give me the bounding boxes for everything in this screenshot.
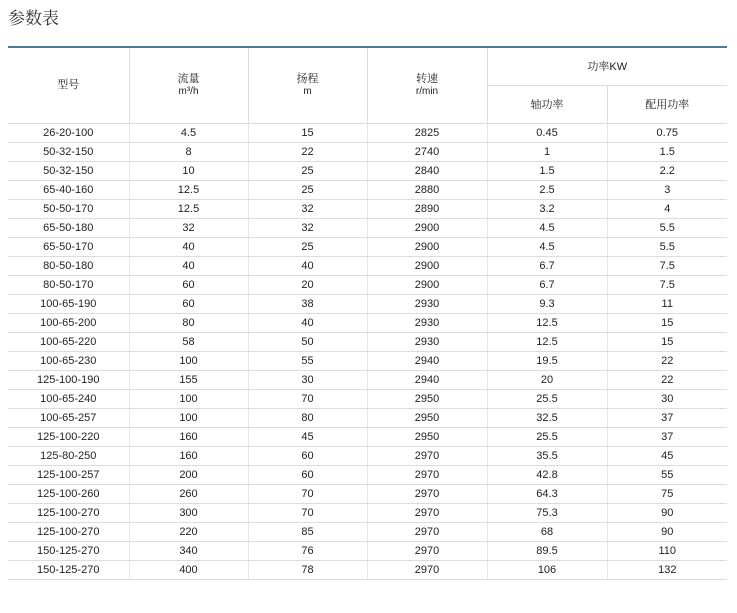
cell-model: 50-32-150 [8,142,129,161]
cell-model: 50-50-170 [8,199,129,218]
cell-flow: 340 [129,541,248,560]
cell-model: 125-100-190 [8,370,129,389]
cell-flow: 12.5 [129,199,248,218]
cell-head: 15 [248,123,367,142]
cell-head: 40 [248,256,367,275]
cell-speed: 2740 [367,142,487,161]
cell-motor-power: 5.5 [607,237,727,256]
cell-speed: 2950 [367,427,487,446]
cell-shaft-power: 68 [487,522,607,541]
cell-model: 125-80-250 [8,446,129,465]
cell-motor-power: 7.5 [607,275,727,294]
cell-shaft-power: 12.5 [487,313,607,332]
cell-speed: 2970 [367,503,487,522]
header-head [248,48,367,123]
cell-shaft-power: 75.3 [487,503,607,522]
cell-shaft-power: 89.5 [487,541,607,560]
table-row [8,180,727,199]
cell-motor-power: 4 [607,199,727,218]
cell-model: 125-100-257 [8,465,129,484]
cell-shaft-power: 64.3 [487,484,607,503]
table-row [8,427,727,446]
cell-speed: 2950 [367,389,487,408]
cell-head: 40 [248,313,367,332]
table-row [8,161,727,180]
cell-motor-power: 7.5 [607,256,727,275]
cell-shaft-power: 19.5 [487,351,607,370]
table-row [8,465,727,484]
cell-speed: 2970 [367,465,487,484]
cell-flow: 80 [129,313,248,332]
cell-head: 70 [248,484,367,503]
cell-flow: 4.5 [129,123,248,142]
cell-head: 60 [248,465,367,484]
cell-motor-power: 22 [607,370,727,389]
cell-flow: 200 [129,465,248,484]
table-row [8,541,727,560]
header-speed-label: 转速 [416,72,438,85]
header-speed-unit: r/min [415,85,439,97]
cell-motor-power: 1.5 [607,142,727,161]
cell-shaft-power: 42.8 [487,465,607,484]
cell-speed: 2900 [367,218,487,237]
cell-model: 100-65-230 [8,351,129,370]
cell-model: 150-125-270 [8,560,129,579]
cell-speed: 2900 [367,275,487,294]
cell-motor-power: 30 [607,389,727,408]
cell-shaft-power: 25.5 [487,389,607,408]
cell-head: 85 [248,522,367,541]
table-row [8,275,727,294]
header-head-unit: m [303,85,312,97]
cell-head: 25 [248,161,367,180]
cell-flow: 260 [129,484,248,503]
cell-speed: 2970 [367,484,487,503]
cell-speed: 2930 [367,313,487,332]
cell-motor-power: 3 [607,180,727,199]
cell-speed: 2970 [367,446,487,465]
cell-flow: 40 [129,256,248,275]
cell-shaft-power: 106 [487,560,607,579]
cell-shaft-power: 2.5 [487,180,607,199]
cell-flow: 400 [129,560,248,579]
table-row [8,237,727,256]
cell-flow: 100 [129,389,248,408]
cell-motor-power: 37 [607,408,727,427]
cell-model: 125-100-220 [8,427,129,446]
cell-head: 30 [248,370,367,389]
cell-head: 25 [248,180,367,199]
cell-flow: 32 [129,218,248,237]
cell-model: 100-65-257 [8,408,129,427]
cell-speed: 2930 [367,294,487,313]
cell-flow: 8 [129,142,248,161]
cell-motor-power: 90 [607,503,727,522]
cell-motor-power: 37 [607,427,727,446]
header-motor-power: 配用功率 [607,85,727,123]
cell-head: 70 [248,503,367,522]
cell-speed: 2900 [367,237,487,256]
page-title: 参数表 [8,9,59,29]
cell-motor-power: 75 [607,484,727,503]
cell-head: 25 [248,237,367,256]
cell-head: 32 [248,199,367,218]
table-row [8,294,727,313]
table-header [8,48,727,123]
cell-speed: 2890 [367,199,487,218]
header-speed [367,48,487,123]
cell-flow: 12.5 [129,180,248,199]
cell-shaft-power: 6.7 [487,275,607,294]
cell-shaft-power: 1 [487,142,607,161]
cell-head: 50 [248,332,367,351]
cell-shaft-power: 32.5 [487,408,607,427]
cell-model: 125-100-270 [8,522,129,541]
cell-model: 100-65-220 [8,332,129,351]
table-row [8,408,727,427]
cell-speed: 2930 [367,332,487,351]
cell-head: 80 [248,408,367,427]
cell-head: 55 [248,351,367,370]
table-row [8,522,727,541]
table-row [8,332,727,351]
table-row [8,218,727,237]
cell-head: 78 [248,560,367,579]
cell-speed: 2940 [367,351,487,370]
cell-speed: 2970 [367,560,487,579]
header-flow [129,48,248,123]
table-row [8,313,727,332]
cell-speed: 2940 [367,370,487,389]
table-row [8,199,727,218]
table-row [8,370,727,389]
cell-shaft-power: 20 [487,370,607,389]
table-row [8,351,727,370]
cell-model: 100-65-200 [8,313,129,332]
cell-flow: 160 [129,427,248,446]
header-flow-label: 流量 [177,72,200,85]
cell-head: 70 [248,389,367,408]
cell-model: 125-100-270 [8,503,129,522]
cell-shaft-power: 3.2 [487,199,607,218]
cell-motor-power: 110 [607,541,727,560]
cell-flow: 60 [129,294,248,313]
cell-motor-power: 15 [607,332,727,351]
cell-speed: 2970 [367,522,487,541]
table-row [8,503,727,522]
cell-head: 60 [248,446,367,465]
cell-head: 32 [248,218,367,237]
table-row [8,446,727,465]
header-power: 功率KW [487,48,727,85]
cell-motor-power: 5.5 [607,218,727,237]
cell-motor-power: 132 [607,560,727,579]
table-row [8,123,727,142]
cell-speed: 2900 [367,256,487,275]
cell-flow: 58 [129,332,248,351]
cell-model: 65-50-170 [8,237,129,256]
cell-flow: 60 [129,275,248,294]
table-row [8,256,727,275]
cell-motor-power: 22 [607,351,727,370]
cell-motor-power: 55 [607,465,727,484]
cell-flow: 300 [129,503,248,522]
table-row [8,389,727,408]
table-row [8,560,727,579]
cell-model: 65-40-160 [8,180,129,199]
cell-head: 38 [248,294,367,313]
cell-shaft-power: 1.5 [487,161,607,180]
cell-flow: 40 [129,237,248,256]
cell-speed: 2840 [367,161,487,180]
cell-motor-power: 2.2 [607,161,727,180]
header-flow-unit: m³/h [178,85,199,97]
header-head-label: 扬程 [296,72,319,85]
cell-head: 20 [248,275,367,294]
cell-shaft-power: 35.5 [487,446,607,465]
cell-speed: 2950 [367,408,487,427]
table-body [8,123,727,579]
cell-flow: 100 [129,408,248,427]
cell-motor-power: 0.75 [607,123,727,142]
cell-flow: 160 [129,446,248,465]
cell-speed: 2880 [367,180,487,199]
cell-flow: 220 [129,522,248,541]
cell-head: 45 [248,427,367,446]
cell-head: 76 [248,541,367,560]
cell-motor-power: 90 [607,522,727,541]
header-model: 型号 [8,48,129,123]
cell-shaft-power: 4.5 [487,218,607,237]
cell-head: 22 [248,142,367,161]
cell-model: 125-100-260 [8,484,129,503]
cell-speed: 2970 [367,541,487,560]
cell-flow: 155 [129,370,248,389]
cell-model: 80-50-180 [8,256,129,275]
cell-model: 150-125-270 [8,541,129,560]
cell-shaft-power: 25.5 [487,427,607,446]
parameter-table [8,48,727,580]
cell-speed: 2825 [367,123,487,142]
cell-shaft-power: 9.3 [487,294,607,313]
header-shaft-power: 轴功率 [487,85,607,123]
cell-shaft-power: 6.7 [487,256,607,275]
cell-flow: 100 [129,351,248,370]
cell-shaft-power: 4.5 [487,237,607,256]
table-row [8,484,727,503]
cell-model: 80-50-170 [8,275,129,294]
cell-shaft-power: 12.5 [487,332,607,351]
cell-flow: 10 [129,161,248,180]
cell-shaft-power: 0.45 [487,123,607,142]
cell-motor-power: 15 [607,313,727,332]
cell-motor-power: 11 [607,294,727,313]
cell-motor-power: 45 [607,446,727,465]
table-row [8,142,727,161]
cell-model: 100-65-190 [8,294,129,313]
cell-model: 26-20-100 [8,123,129,142]
cell-model: 65-50-180 [8,218,129,237]
cell-model: 100-65-240 [8,389,129,408]
cell-model: 50-32-150 [8,161,129,180]
